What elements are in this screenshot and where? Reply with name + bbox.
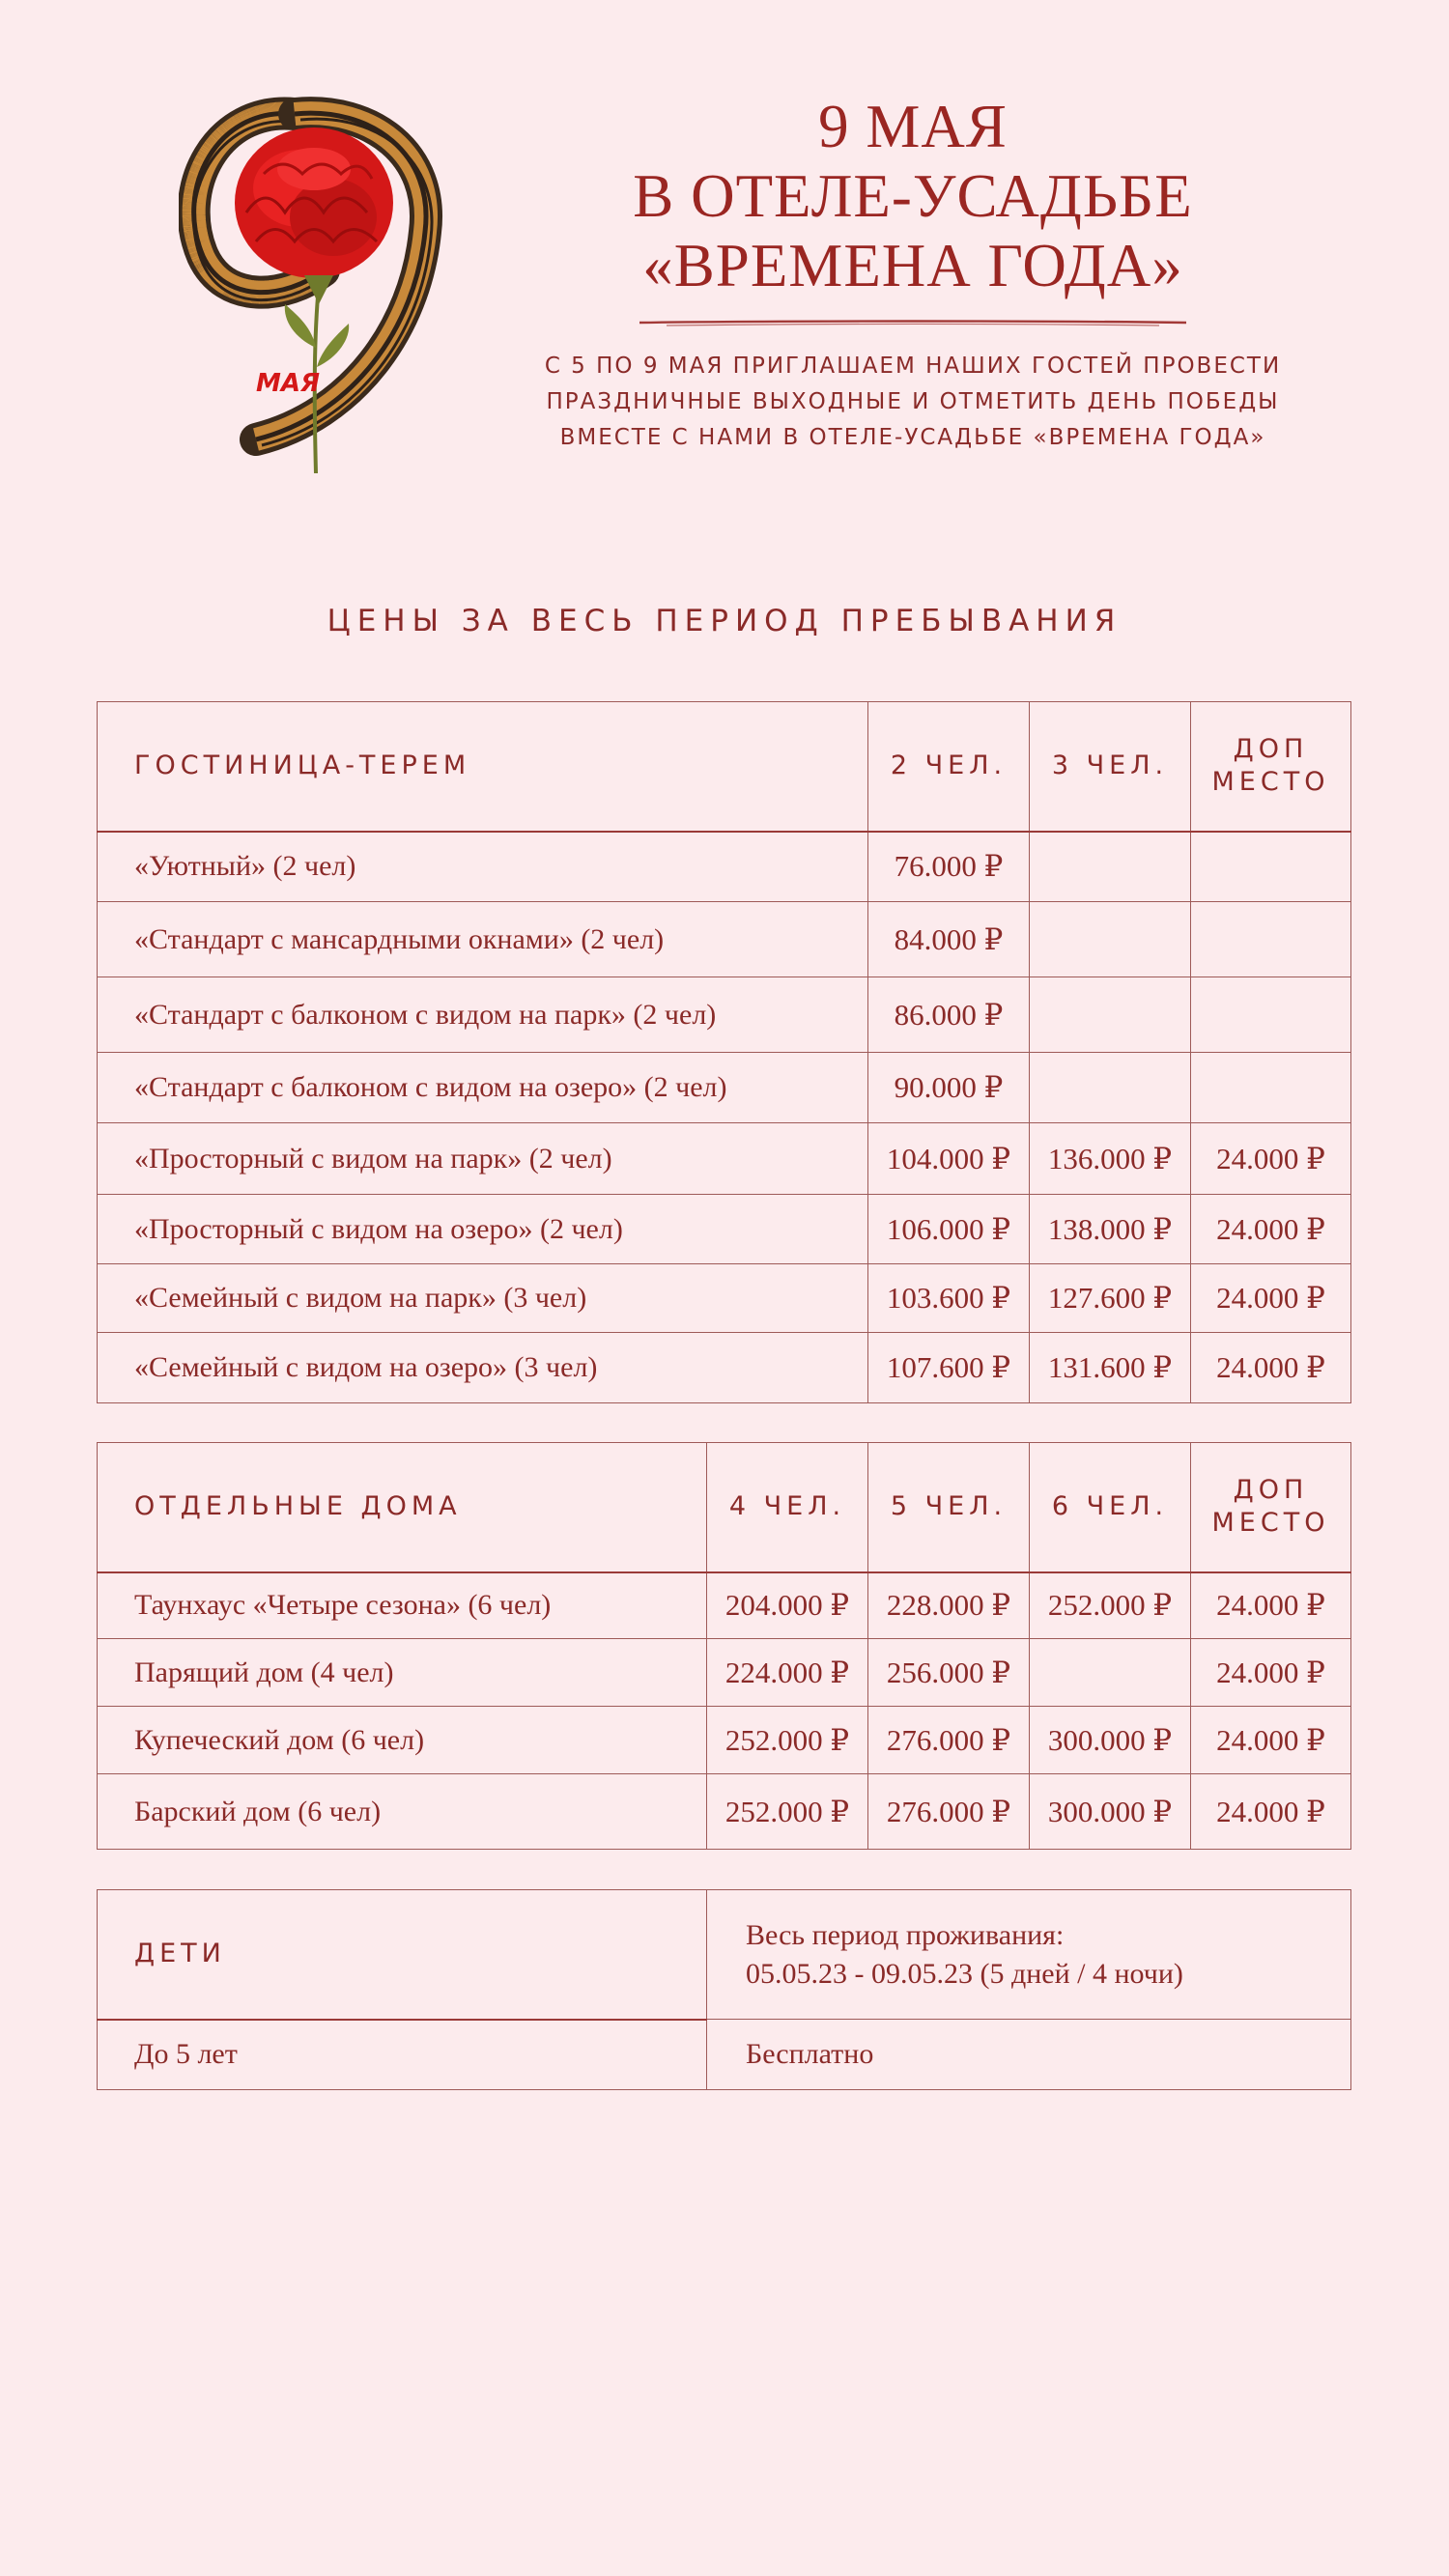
price-3-persons: 131.600 ₽ [1030,1333,1191,1403]
table-row [98,977,1351,1053]
children-price-table [97,1889,1351,2090]
intro-line-1: С 5 ПО 9 МАЯ ПРИГЛАШАЕМ НАШИХ ГОСТЕЙ ПРОВЕСТИ [544,354,1282,379]
price-4-persons: 204.000 ₽ [707,1572,868,1639]
house-name: Барский дом (6 чел) [98,1774,707,1850]
price-2-persons: 84.000 ₽ [868,902,1030,977]
price-extra-bed: 24.000 ₽ [1191,1333,1351,1403]
price-6-persons [1030,1639,1191,1707]
column-header-name: ОТДЕЛЬНЫЕ ДОМА [98,1443,707,1572]
column-header-extra-bed [1191,702,1351,832]
room-name: «Просторный с видом на озеро» (2 чел) [98,1195,868,1264]
hotel-price-table [97,701,1351,1403]
price-3-persons [1030,832,1191,902]
price-extra-bed: 24.000 ₽ [1191,1123,1351,1195]
price-5-persons: 228.000 ₽ [868,1572,1030,1639]
column-header-5-persons: 5 ЧЕЛ. [868,1443,1030,1572]
price-3-persons [1030,902,1191,977]
column-header-4-persons: 4 ЧЕЛ. [707,1443,868,1572]
price-2-persons: 90.000 ₽ [868,1053,1030,1123]
table-header-row [98,702,1351,832]
column-header-extra-bed [1191,1443,1351,1572]
column-header-children: ДЕТИ [98,1890,707,2020]
price-5-persons: 276.000 ₽ [868,1707,1030,1774]
price-extra-bed: 24.000 ₽ [1191,1707,1351,1774]
room-name: «Семейный с видом на парк» (3 чел) [98,1264,868,1333]
table-header-row [98,1890,1351,2020]
price-2-persons: 106.000 ₽ [868,1195,1030,1264]
intro-line-3: ВМЕСТЕ С НАМИ В ОТЕЛЕ-УСАДЬБЕ «ВРЕМЕНА ГОДА» [559,425,1266,450]
room-name: «Просторный с видом на парк» (2 чел) [98,1123,868,1195]
price-2-persons: 86.000 ₽ [868,977,1030,1053]
table-row [98,2020,1351,2090]
room-name: «Уютный» (2 чел) [98,832,868,902]
page-title-line-3: «ВРЕМЕНА ГОДА» [642,232,1183,299]
column-header-3-persons: 3 ЧЕЛ. [1030,702,1191,832]
section-heading: ЦЕНЫ ЗА ВЕСЬ ПЕРИОД ПРЕБЫВАНИЯ [327,604,1122,638]
price-extra-bed [1191,832,1351,902]
stay-period-dates: 05.05.23 - 09.05.23 (5 дней / 4 ночи) [746,1957,1183,1990]
table-row [98,1707,1351,1774]
house-name: Парящий дом (4 чел) [98,1639,707,1707]
child-age: До 5 лет [98,2020,707,2090]
price-extra-bed [1191,977,1351,1053]
houses-price-table [97,1442,1351,1850]
decorative-divider [638,320,1188,327]
price-6-persons: 300.000 ₽ [1030,1774,1191,1850]
column-header-2-persons: 2 ЧЕЛ. [868,702,1030,832]
house-name: Купеческий дом (6 чел) [98,1707,707,1774]
room-name: «Семейный с видом на озеро» (3 чел) [98,1333,868,1403]
stay-period-label: Весь период проживания: [746,1918,1065,1951]
extra-bed-line-1: ДОП [1233,1475,1309,1506]
price-3-persons [1030,1053,1191,1123]
page-title-line-1: 9 МАЯ [818,93,1008,160]
table-row [98,1774,1351,1850]
intro-line-2: ПРАЗДНИЧНЫЕ ВЫХОДНЫЕ И ОТМЕТИТЬ ДЕНЬ ПОБЕДЫ [546,389,1280,414]
table-row [98,902,1351,977]
table-row [98,832,1351,902]
table-row [98,1264,1351,1333]
room-name: «Стандарт с балконом с видом на озеро» (2 чел) [98,1053,868,1123]
price-extra-bed: 24.000 ₽ [1191,1774,1351,1850]
price-3-persons: 138.000 ₽ [1030,1195,1191,1264]
extra-bed-line-1: ДОП [1233,734,1309,765]
table-row [98,1195,1351,1264]
price-4-persons: 252.000 ₽ [707,1774,868,1850]
price-3-persons [1030,977,1191,1053]
price-extra-bed [1191,1053,1351,1123]
header [541,92,1285,456]
table-row [98,1639,1351,1707]
price-extra-bed: 24.000 ₽ [1191,1264,1351,1333]
price-5-persons: 256.000 ₽ [868,1639,1030,1707]
price-6-persons: 300.000 ₽ [1030,1707,1191,1774]
price-extra-bed [1191,902,1351,977]
table-row [98,1053,1351,1123]
price-extra-bed: 24.000 ₽ [1191,1639,1351,1707]
price-4-persons: 224.000 ₽ [707,1639,868,1707]
price-3-persons: 136.000 ₽ [1030,1123,1191,1195]
price-3-persons: 127.600 ₽ [1030,1264,1191,1333]
price-2-persons: 107.600 ₽ [868,1333,1030,1403]
house-name: Таунхаус «Четыре сезона» (6 чел) [98,1572,707,1639]
room-name: «Стандарт с балконом с видом на парк» (2 чел) [98,977,868,1053]
column-header-name: ГОСТИНИЦА-ТЕРЕМ [98,702,868,832]
child-price: Бесплатно [707,2020,1351,2090]
extra-bed-line-2: МЕСТО [1211,1508,1330,1539]
price-2-persons: 76.000 ₽ [868,832,1030,902]
stay-period [707,1890,1351,2020]
page-title-line-2: В ОТЕЛЕ-УСАДЬБЕ [633,162,1193,230]
table-row [98,1123,1351,1195]
table-row [98,1572,1351,1639]
intro-text [541,349,1285,456]
table-row [98,1333,1351,1403]
price-extra-bed: 24.000 ₽ [1191,1572,1351,1639]
price-6-persons: 252.000 ₽ [1030,1572,1191,1639]
emblem-label: МАЯ [256,369,321,398]
price-5-persons: 276.000 ₽ [868,1774,1030,1850]
victory-day-emblem-icon [179,97,469,483]
extra-bed-line-2: МЕСТО [1211,767,1330,798]
table-header-row [98,1443,1351,1572]
price-2-persons: 103.600 ₽ [868,1264,1030,1333]
room-name: «Стандарт с мансардными окнами» (2 чел) [98,902,868,977]
price-extra-bed: 24.000 ₽ [1191,1195,1351,1264]
price-2-persons: 104.000 ₽ [868,1123,1030,1195]
column-header-6-persons: 6 ЧЕЛ. [1030,1443,1191,1572]
price-4-persons: 252.000 ₽ [707,1707,868,1774]
